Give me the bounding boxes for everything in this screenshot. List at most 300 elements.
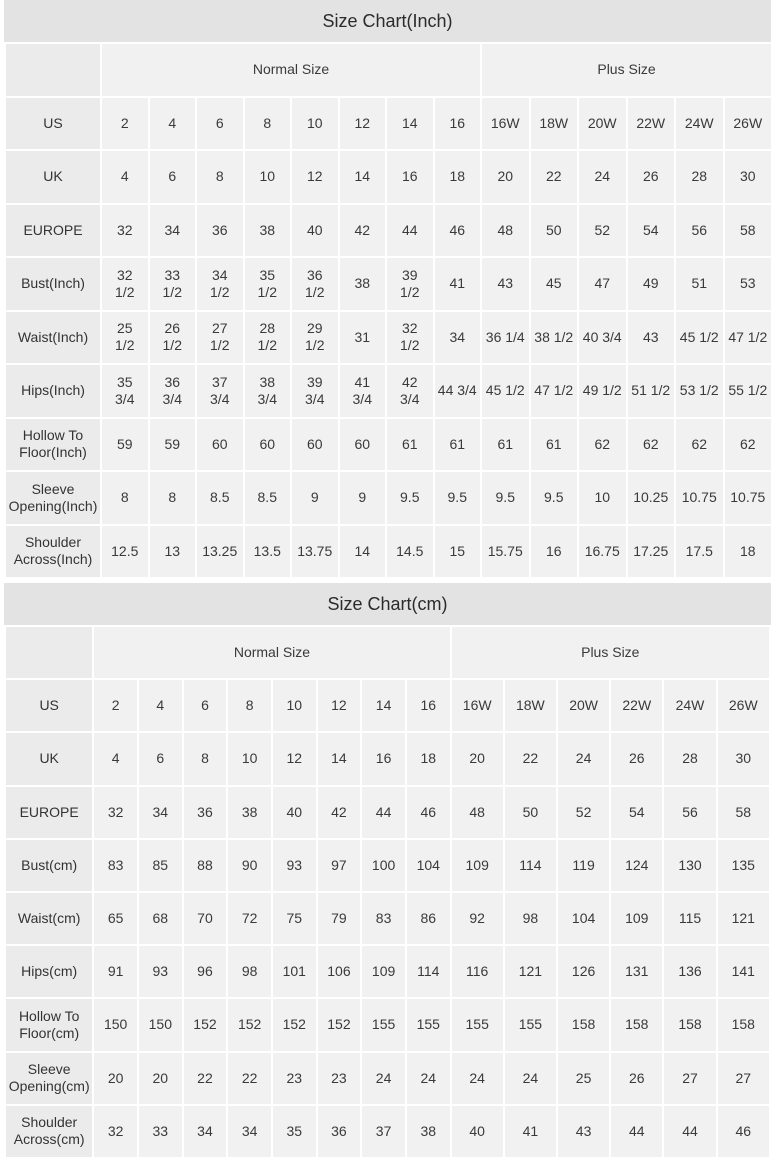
table-row (6, 893, 769, 944)
table-cell: 36 (318, 1106, 361, 1157)
table-cell: 42 3/4 (387, 365, 433, 417)
table-cell: 25 1/2 (102, 312, 148, 364)
table-row (6, 1053, 769, 1104)
table-cell: 10 (228, 733, 271, 784)
table-row (6, 526, 771, 578)
table-cell: 50 (505, 787, 556, 838)
table-cell: 35 (273, 1106, 316, 1157)
table-cell: 70 (184, 893, 227, 944)
table-cell: 10.75 (725, 472, 772, 524)
table-cell: 2 (94, 680, 137, 731)
table-cell: 135 (718, 840, 769, 891)
table-cell: 59 (102, 419, 148, 471)
table-cell: 9.5 (482, 472, 529, 524)
table-cell: 4 (102, 151, 148, 203)
table-cell: 32 1/2 (387, 312, 433, 364)
table-cell: 114 (407, 946, 450, 997)
normal-size-header: Normal Size (94, 627, 449, 678)
table-cell: 32 (94, 787, 137, 838)
table-row (6, 680, 769, 731)
table-cell: 40 (452, 1106, 503, 1157)
table-cell: 62 (628, 419, 675, 471)
table-cell: 16 (435, 98, 481, 150)
table-cell: 8.5 (245, 472, 291, 524)
table-cell: 51 1/2 (628, 365, 675, 417)
table-cell: 75 (273, 893, 316, 944)
size-chart-cm (4, 583, 771, 1159)
table-cell: 93 (273, 840, 316, 891)
table-cell: 60 (340, 419, 386, 471)
table-cell: 34 (139, 787, 182, 838)
table-cell: 38 3/4 (245, 365, 291, 417)
table-cell: 155 (362, 999, 405, 1050)
table-cell: 52 (558, 787, 609, 838)
table-cell: 38 (340, 258, 386, 310)
size-table-cm (4, 625, 771, 1159)
table-row (6, 1106, 769, 1157)
table-cell: 6 (197, 98, 243, 150)
table-cell: 13.75 (292, 526, 338, 578)
table-cell: 141 (718, 946, 769, 997)
table-cell: 50 (531, 205, 578, 257)
table-cell: 4 (139, 680, 182, 731)
table-cell: 46 (435, 205, 481, 257)
row-label: Hips(cm) (6, 946, 92, 997)
table-cell: 16 (387, 151, 433, 203)
row-label: Bust(cm) (6, 840, 92, 891)
size-table-inch (4, 42, 773, 579)
table-cell: 62 (676, 419, 723, 471)
table-cell: 8 (228, 680, 271, 731)
table-cell: 60 (197, 419, 243, 471)
table-cell: 38 1/2 (531, 312, 578, 364)
table-cell: 131 (611, 946, 662, 997)
table-row (6, 312, 771, 364)
table-cell: 4 (94, 733, 137, 784)
plus-size-header: Plus Size (482, 44, 771, 96)
table-cell: 101 (273, 946, 316, 997)
table-cell: 34 (435, 312, 481, 364)
normal-size-header: Normal Size (102, 44, 480, 96)
table-cell: 24 (579, 151, 626, 203)
table-cell: 9 (340, 472, 386, 524)
table-row (6, 787, 769, 838)
table-cell: 158 (558, 999, 609, 1050)
table-cell: 44 (664, 1106, 715, 1157)
table-row (6, 472, 771, 524)
row-label: US (6, 680, 92, 731)
table-cell: 6 (139, 733, 182, 784)
table-row (6, 840, 769, 891)
table-cell: 115 (664, 893, 715, 944)
table-cell: 51 (676, 258, 723, 310)
table-cell: 152 (184, 999, 227, 1050)
table-cell: 14 (318, 733, 361, 784)
table-cell: 152 (273, 999, 316, 1050)
table-cell: 44 (611, 1106, 662, 1157)
table-cell: 16.75 (579, 526, 626, 578)
table-cell: 42 (340, 205, 386, 257)
row-label: Sleeve Opening(cm) (6, 1053, 92, 1104)
table-cell: 152 (318, 999, 361, 1050)
table-cell: 121 (718, 893, 769, 944)
row-label: Shoulder Across(cm) (6, 1106, 92, 1157)
table-cell: 61 (531, 419, 578, 471)
table-cell: 10.25 (628, 472, 675, 524)
table-cell: 18 (407, 733, 450, 784)
table-cell: 20W (579, 98, 626, 150)
table-cell: 155 (505, 999, 556, 1050)
table-cell: 38 (407, 1106, 450, 1157)
table-cell: 72 (228, 893, 271, 944)
table-cell: 24 (407, 1053, 450, 1104)
table-cell: 33 1/2 (150, 258, 196, 310)
table-cell: 150 (94, 999, 137, 1050)
row-label: Sleeve Opening(Inch) (6, 472, 100, 524)
table-cell: 34 (184, 1106, 227, 1157)
table-cell: 38 (245, 205, 291, 257)
table-cell: 158 (718, 999, 769, 1050)
table-cell: 42 (318, 787, 361, 838)
table-cell: 24 (505, 1053, 556, 1104)
table-cell: 12 (318, 680, 361, 731)
table-cell: 22 (531, 151, 578, 203)
table-cell: 96 (184, 946, 227, 997)
row-label: US (6, 98, 100, 150)
table-cell: 4 (150, 98, 196, 150)
table-cell: 49 (628, 258, 675, 310)
row-label: Hips(Inch) (6, 365, 100, 417)
table-cell: 109 (611, 893, 662, 944)
table-cell: 40 (292, 205, 338, 257)
table-cell: 22 (184, 1053, 227, 1104)
table-cell: 39 1/2 (387, 258, 433, 310)
table-cell: 46 (407, 787, 450, 838)
table-cell: 93 (139, 946, 182, 997)
table-cell: 20 (482, 151, 529, 203)
table-cell: 16 (531, 526, 578, 578)
size-chart-inch (4, 0, 771, 579)
group-header-row (6, 627, 769, 678)
table-cell: 136 (664, 946, 715, 997)
table-row (6, 258, 771, 310)
table-cell: 88 (184, 840, 227, 891)
table-cell: 31 (340, 312, 386, 364)
table-cell: 53 1/2 (676, 365, 723, 417)
table-cell: 61 (482, 419, 529, 471)
table-cell: 152 (228, 999, 271, 1050)
table-cell: 24 (558, 733, 609, 784)
table-cell: 40 3/4 (579, 312, 626, 364)
table-cell: 35 1/2 (245, 258, 291, 310)
table-cell: 38 (228, 787, 271, 838)
table-cell: 150 (139, 999, 182, 1050)
table-cell: 158 (611, 999, 662, 1050)
table-cell: 9 (292, 472, 338, 524)
table-cell: 46 (718, 1106, 769, 1157)
table-cell: 28 (676, 151, 723, 203)
table-cell: 26 (611, 733, 662, 784)
table-cell: 68 (139, 893, 182, 944)
table-cell: 10 (292, 98, 338, 150)
table-cell: 119 (558, 840, 609, 891)
table-cell: 44 (387, 205, 433, 257)
table-cell: 83 (362, 893, 405, 944)
table-cell: 56 (676, 205, 723, 257)
table-cell: 14 (340, 151, 386, 203)
table-cell: 54 (611, 787, 662, 838)
group-header-row (6, 44, 771, 96)
table-cell: 20 (94, 1053, 137, 1104)
table-cell: 126 (558, 946, 609, 997)
table-cell: 29 1/2 (292, 312, 338, 364)
table-cell: 27 (664, 1053, 715, 1104)
table-cell: 10.75 (676, 472, 723, 524)
table-cell: 28 1/2 (245, 312, 291, 364)
table-cell: 18W (505, 680, 556, 731)
table-cell: 18 (725, 526, 772, 578)
table-cell: 100 (362, 840, 405, 891)
table-cell: 114 (505, 840, 556, 891)
table-cell: 27 (718, 1053, 769, 1104)
table-cell: 12.5 (102, 526, 148, 578)
table-cell: 158 (664, 999, 715, 1050)
plus-size-header: Plus Size (452, 627, 769, 678)
table-cell: 106 (318, 946, 361, 997)
table-cell: 56 (664, 787, 715, 838)
table-cell: 12 (273, 733, 316, 784)
table-cell: 8 (245, 98, 291, 150)
table-cell: 24W (676, 98, 723, 150)
table-cell: 8 (102, 472, 148, 524)
table-cell: 44 (362, 787, 405, 838)
table-cell: 6 (150, 151, 196, 203)
table-cell: 24W (664, 680, 715, 731)
table-cell: 43 (558, 1106, 609, 1157)
table-cell: 14 (340, 526, 386, 578)
table-cell: 98 (505, 893, 556, 944)
table-cell: 41 3/4 (340, 365, 386, 417)
table-cell: 23 (318, 1053, 361, 1104)
table-cell: 121 (505, 946, 556, 997)
table-cell: 27 1/2 (197, 312, 243, 364)
table-cell: 26W (725, 98, 772, 150)
table-cell: 8.5 (197, 472, 243, 524)
table-cell: 14 (387, 98, 433, 150)
table-cell: 34 (228, 1106, 271, 1157)
chart-title: Size Chart(cm) (4, 583, 771, 625)
table-cell: 41 (505, 1106, 556, 1157)
table-cell: 15 (435, 526, 481, 578)
table-cell: 17.5 (676, 526, 723, 578)
table-cell: 130 (664, 840, 715, 891)
table-cell: 16 (407, 680, 450, 731)
table-cell: 12 (292, 151, 338, 203)
table-cell: 109 (362, 946, 405, 997)
table-cell: 104 (558, 893, 609, 944)
table-cell: 59 (150, 419, 196, 471)
table-cell: 47 1/2 (531, 365, 578, 417)
table-cell: 109 (452, 840, 503, 891)
table-cell: 2 (102, 98, 148, 150)
table-cell: 14 (362, 680, 405, 731)
table-cell: 48 (482, 205, 529, 257)
table-cell: 20 (452, 733, 503, 784)
table-cell: 35 3/4 (102, 365, 148, 417)
table-cell: 41 (435, 258, 481, 310)
table-cell: 45 1/2 (482, 365, 529, 417)
table-cell: 22 (505, 733, 556, 784)
table-cell: 91 (94, 946, 137, 997)
table-cell: 43 (482, 258, 529, 310)
table-cell: 22 (228, 1053, 271, 1104)
table-cell: 79 (318, 893, 361, 944)
table-cell: 20 (139, 1053, 182, 1104)
table-cell: 33 (139, 1106, 182, 1157)
table-cell: 155 (407, 999, 450, 1050)
table-cell: 60 (292, 419, 338, 471)
table-cell: 62 (579, 419, 626, 471)
table-cell: 24 (362, 1053, 405, 1104)
table-cell: 28 (664, 733, 715, 784)
table-cell: 13.25 (197, 526, 243, 578)
table-cell: 26 (611, 1053, 662, 1104)
table-cell: 32 1/2 (102, 258, 148, 310)
row-label: Shoulder Across(Inch) (6, 526, 100, 578)
table-cell: 44 3/4 (435, 365, 481, 417)
table-cell: 9.5 (387, 472, 433, 524)
table-cell: 60 (245, 419, 291, 471)
table-cell: 10 (579, 472, 626, 524)
table-cell: 8 (184, 733, 227, 784)
table-cell: 45 1/2 (676, 312, 723, 364)
row-label: EUROPE (6, 787, 92, 838)
table-cell: 18W (531, 98, 578, 150)
corner-cell (6, 44, 100, 96)
table-row (6, 419, 771, 471)
table-cell: 98 (228, 946, 271, 997)
table-cell: 30 (725, 151, 772, 203)
table-cell: 9.5 (435, 472, 481, 524)
table-cell: 40 (273, 787, 316, 838)
table-cell: 37 (362, 1106, 405, 1157)
table-row (6, 733, 769, 784)
table-cell: 14.5 (387, 526, 433, 578)
table-cell: 26W (718, 680, 769, 731)
table-row (6, 365, 771, 417)
table-cell: 36 (184, 787, 227, 838)
table-cell: 10 (245, 151, 291, 203)
table-cell: 90 (228, 840, 271, 891)
chart-title: Size Chart(Inch) (4, 0, 771, 42)
table-cell: 26 1/2 (150, 312, 196, 364)
table-row (6, 98, 771, 150)
table-cell: 37 3/4 (197, 365, 243, 417)
corner-cell (6, 627, 92, 678)
table-cell: 47 1/2 (725, 312, 772, 364)
table-cell: 58 (725, 205, 772, 257)
table-cell: 52 (579, 205, 626, 257)
table-row (6, 946, 769, 997)
table-cell: 34 1/2 (197, 258, 243, 310)
table-cell: 25 (558, 1053, 609, 1104)
row-label: Hollow To Floor(Inch) (6, 419, 100, 471)
table-cell: 22W (611, 680, 662, 731)
table-cell: 55 1/2 (725, 365, 772, 417)
table-cell: 13 (150, 526, 196, 578)
table-cell: 17.25 (628, 526, 675, 578)
table-cell: 36 1/4 (482, 312, 529, 364)
table-cell: 48 (452, 787, 503, 838)
table-cell: 36 3/4 (150, 365, 196, 417)
table-cell: 20W (558, 680, 609, 731)
table-cell: 32 (94, 1106, 137, 1157)
table-cell: 24 (452, 1053, 503, 1104)
table-cell: 26 (628, 151, 675, 203)
table-cell: 18 (435, 151, 481, 203)
table-cell: 97 (318, 840, 361, 891)
row-label: Hollow To Floor(cm) (6, 999, 92, 1050)
table-cell: 16W (482, 98, 529, 150)
row-label: Waist(Inch) (6, 312, 100, 364)
table-row (6, 151, 771, 203)
table-cell: 32 (102, 205, 148, 257)
table-cell: 124 (611, 840, 662, 891)
table-cell: 61 (387, 419, 433, 471)
table-cell: 61 (435, 419, 481, 471)
table-cell: 39 3/4 (292, 365, 338, 417)
table-cell: 65 (94, 893, 137, 944)
table-cell: 34 (150, 205, 196, 257)
table-row (6, 205, 771, 257)
table-cell: 36 1/2 (292, 258, 338, 310)
table-cell: 30 (718, 733, 769, 784)
table-cell: 155 (452, 999, 503, 1050)
row-label: Waist(cm) (6, 893, 92, 944)
table-cell: 36 (197, 205, 243, 257)
table-cell: 92 (452, 893, 503, 944)
table-cell: 23 (273, 1053, 316, 1104)
table-cell: 16W (452, 680, 503, 731)
table-cell: 43 (628, 312, 675, 364)
table-cell: 22W (628, 98, 675, 150)
table-cell: 104 (407, 840, 450, 891)
row-label: UK (6, 733, 92, 784)
table-cell: 9.5 (531, 472, 578, 524)
table-cell: 53 (725, 258, 772, 310)
table-cell: 6 (184, 680, 227, 731)
table-row (6, 999, 769, 1050)
table-cell: 47 (579, 258, 626, 310)
table-cell: 83 (94, 840, 137, 891)
table-cell: 85 (139, 840, 182, 891)
table-cell: 15.75 (482, 526, 529, 578)
table-cell: 86 (407, 893, 450, 944)
table-cell: 12 (340, 98, 386, 150)
table-cell: 116 (452, 946, 503, 997)
table-cell: 58 (718, 787, 769, 838)
table-cell: 13.5 (245, 526, 291, 578)
row-label: Bust(Inch) (6, 258, 100, 310)
row-label: UK (6, 151, 100, 203)
table-cell: 62 (725, 419, 772, 471)
table-cell: 16 (362, 733, 405, 784)
table-cell: 10 (273, 680, 316, 731)
table-cell: 8 (197, 151, 243, 203)
row-label: EUROPE (6, 205, 100, 257)
table-cell: 54 (628, 205, 675, 257)
table-cell: 45 (531, 258, 578, 310)
